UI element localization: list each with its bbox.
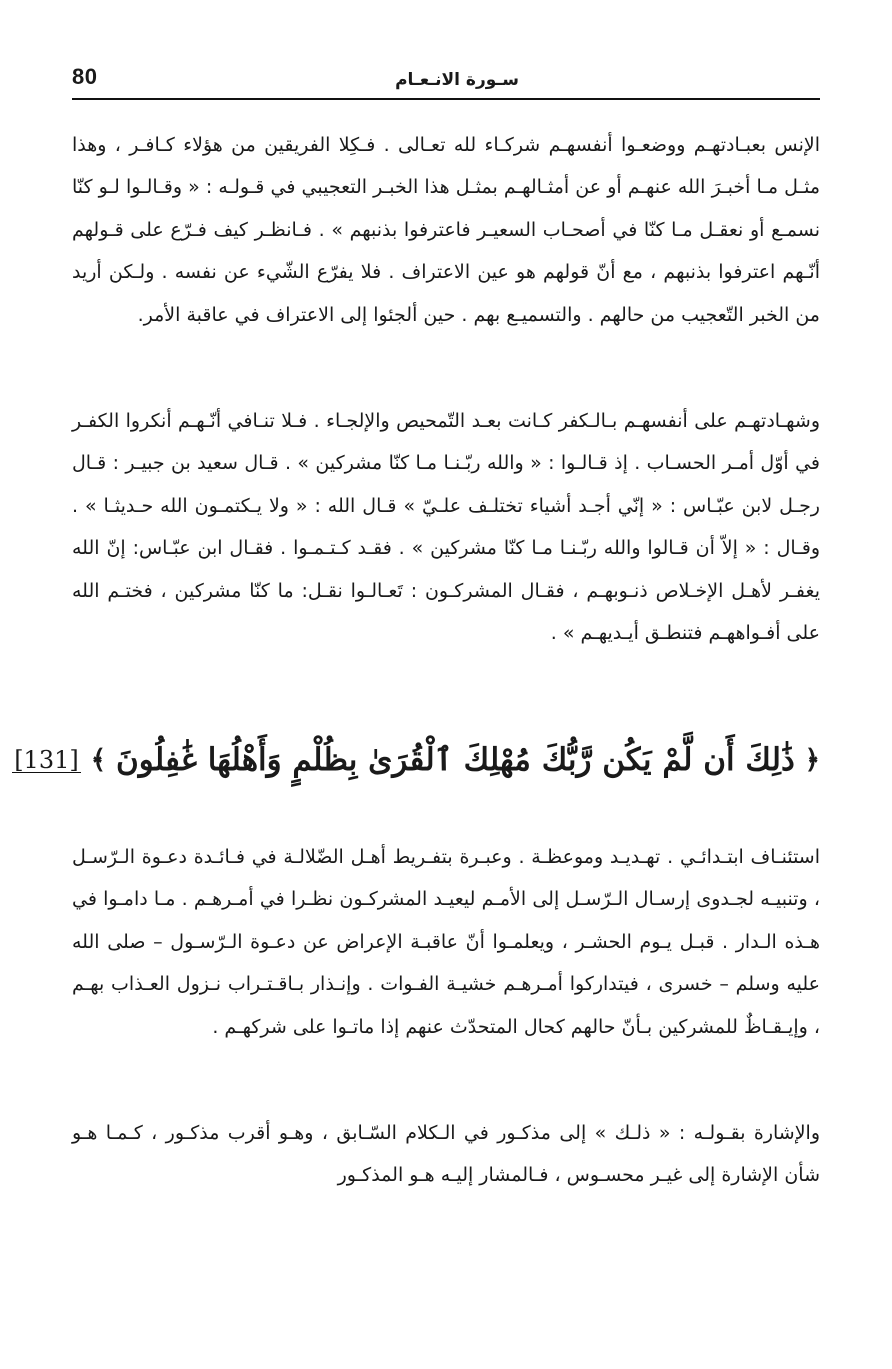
verse-number: [131] <box>14 745 79 774</box>
verse-open-ornament: ﴿ <box>804 745 820 775</box>
surah-title: سـورة الانـعـام <box>395 70 519 90</box>
commentary-paragraph-4: والإشارة بقـولـه : « ذلـك » إلى مذكـور في الـكلام السّـابق ، وهـو أقرب مذكـور ، كـمـا هـو شأن الإشارة إلى غيـر محسـوس ، فـالمشار إليـه هـو المذكـور <box>72 1122 820 1187</box>
page-number: 80 <box>72 64 98 89</box>
verse-close-ornament: ﴾ <box>90 745 106 775</box>
quran-verse <box>14 730 820 790</box>
commentary-paragraph-2: وشهـادتهـم على أنفسهـم بـالـكفر كـانت بعـد التّمحيص والإلجـاء . فـلا تنـافي أنّـهـم أنكروا الكفـر في أوّل أمـر الحسـاب . إذ قـالـوا : « والله ربّـنـا مـا كنّا مشركين » . قـال سعيد بن جبيـر : قـال رجـل لابن عبّـاس : « إنّي أجـد أشياء تختلـف علـيّ » قـال الله : « ولا يـكتمـون الله حـديثـا » . وقـال : « إلاّ أن قـالوا والله ربّـنـا مـا كنّا مشركين » . فقـد كـتـمـوا . فقـال ابن عبّـاس: إنّ الله يغفـر لأهـل الإخـلاص ذنـوبهـم ، فقـال المشركـون : تَعـالـوا نقـل: ما كنّا مشركين ، فختـم الله على أفـواههـم فتنطـق أيـديهـم » . <box>72 410 820 645</box>
header-divider <box>72 98 820 100</box>
page-header <box>72 58 820 102</box>
verse-text: ذَٰلِكَ أَن لَّمْ يَكُن رَّبُّكَ مُهْلِكَ ٱلْقُرَىٰ بِظُلْمٍ وَأَهْلُهَا غَٰفِلُونَ <box>115 741 795 778</box>
commentary-paragraph-1: الإنس بعبـادتهـم ووضعـوا أنفسهـم شركـاء لله تعـالى . فـكِلا الفريقين من هؤلاء كـافـر ، وهذا مثـل مـا أخبـرَ الله عنهـم أو عن أمثـالهـم بمثـل هذا الخبـر التعجيبي في قـولـه : « وقـالـوا لـو كنّا نسمـع أو نعقـل مـا كنّا في أصحـاب السعيـر فاعترفوا بذنبهم » . فـانظـر كيف فـرّع على قـولهم أنّـهم اعترفوا بذنبهم ، مع أنّ قولهم هو عين الاعتراف . فلا يفرّع الشّيء عن نفسه . ولـكن أريد من الخبر التّعجيب من حالهم . والتسميـع بهم . حين ألجئوا إلى الاعتراف في عاقبة الأمر. <box>72 134 820 326</box>
commentary-paragraph-3: استئنـاف ابتـدائـي . تهـديـد وموعظـة . وعبـرة بتفـريط أهـل الضّلالـة في فـائـدة دعـوة الـرّسـل ، وتنبيـه لجـدوى إرسـال الـرّسـل إلى الأمـم ليعيـد المشركـون نظـرا في أمـرهـم . مـا دامـوا في هـذه الـدار . قبـل يـوم الحشـر ، ويعلمـوا أنّ عاقبـة الإعراض عن دعـوة الـرّسـول – صلى الله عليه وسلم – خسرى ، فيتداركوا أمـرهـم خشيـة الفـوات . وإنـذار بـاقـتـراب نـزول العـذاب بهـم ، وإيـقـاظٌ للمشركين بـأنّ حالهم كحال المتحدّث عنهم إذا ماتـوا على شركهـم . <box>72 846 820 1038</box>
